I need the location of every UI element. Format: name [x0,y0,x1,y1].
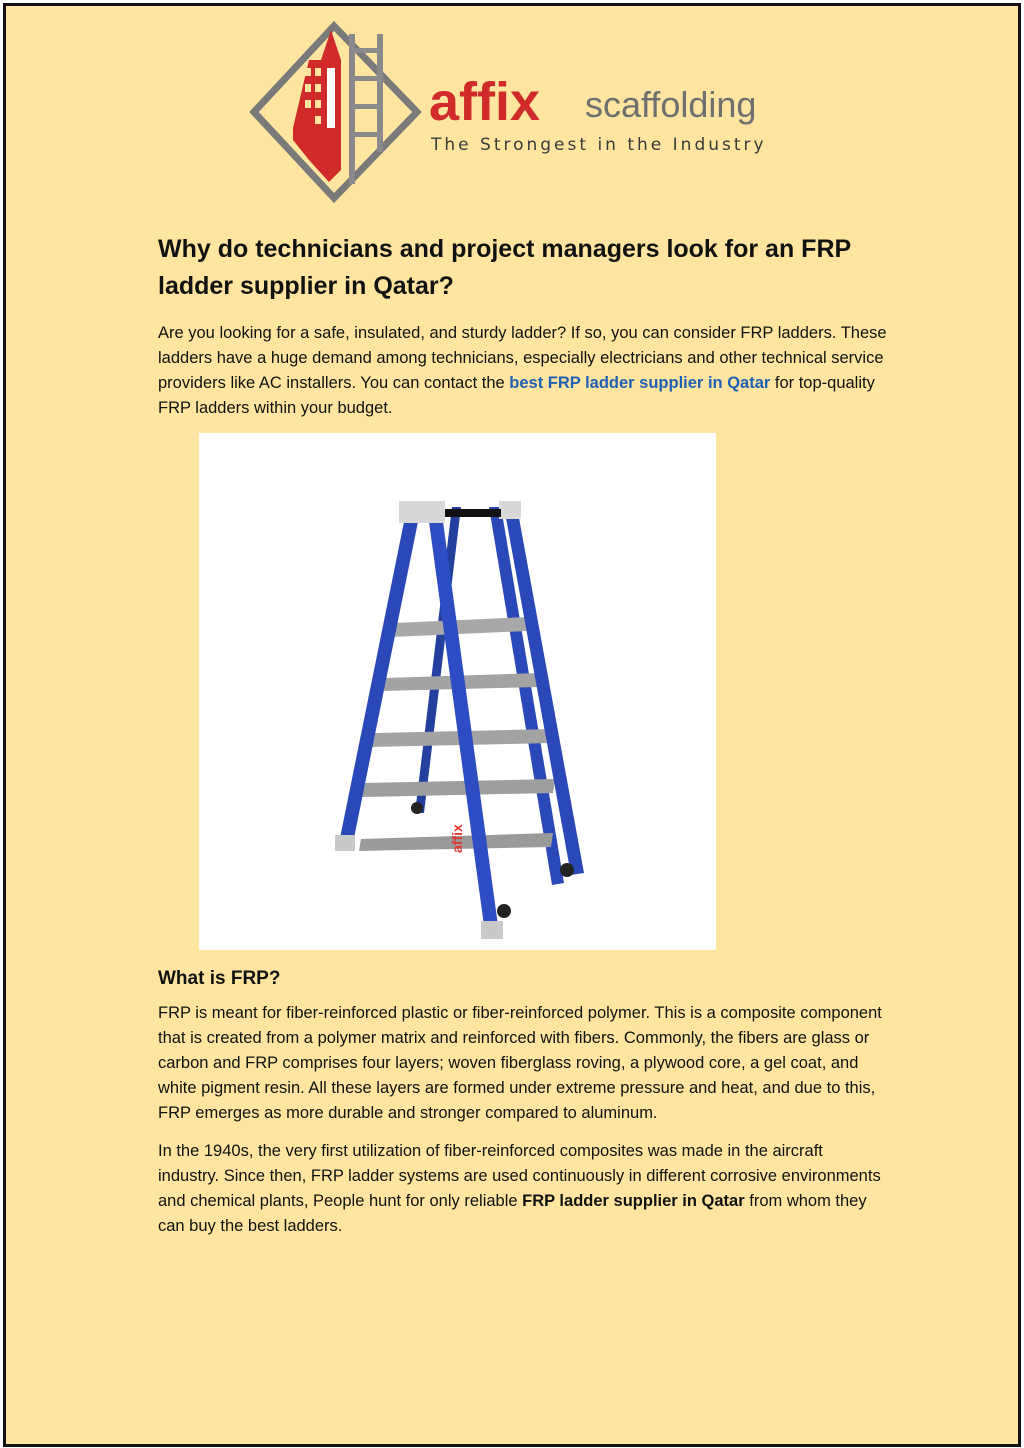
article-intro [158,231,888,434]
intro-text: Are you looking for a safe, insulated, and sturdy ladder? If so, you can consider FRP ladders. These ladders have a huge demand among technicians, especially electricians and other technical service providers like AC installers. You can contact the [158,324,887,392]
ladder-image [199,433,716,950]
logo-brand-suffix: scaffolding [585,84,757,125]
section-what-is-frp [158,966,888,1252]
article-title: Why do technicians and project managers look for an FRP ladder supplier in Qatar? [158,235,851,300]
section-heading: What is FRP? [158,968,281,989]
para2-bold-text: FRP ladder supplier in Qatar [522,1192,745,1210]
para2-text: In the 1940s, the very first utilization of fiber-reinforced composites was made in the aircraft industry. Since then, FRP ladder systems are used continuously in different corrosive environments and chemical plants, People hunt for only reliable [158,1142,881,1210]
affix-logo [249,20,789,204]
frp-paragraph-1: FRP is meant for fiber-reinforced plastic or fiber-reinforced polymer. This is a composite component that is created from a polymer matrix and reinforced with fibers. Commonly, the fibers are glass or carbon and FRP comprises four layers; woven fiberglass roving, a plywood core, a gel coat, and white pigment resin. All these layers are formed under extreme pressure and heat, and due to this, FRP emerges as more durable and stronger compared to aluminum. [158,1004,882,1122]
ladder-brand-mark: affix [449,824,465,853]
para2-text-end: from whom they can buy the best ladders. [158,1192,867,1235]
logo-brand-text: affix [429,72,541,132]
document-page [3,3,1021,1447]
supplier-link[interactable]: best FRP ladder supplier in Qatar [509,374,771,392]
logo-tagline: The Strongest in the Industry [431,135,767,155]
intro-paragraph [158,321,888,421]
frp-paragraph-2 [158,1139,888,1239]
intro-text-end: for top-quality FRP ladders within your budget. [158,374,875,417]
